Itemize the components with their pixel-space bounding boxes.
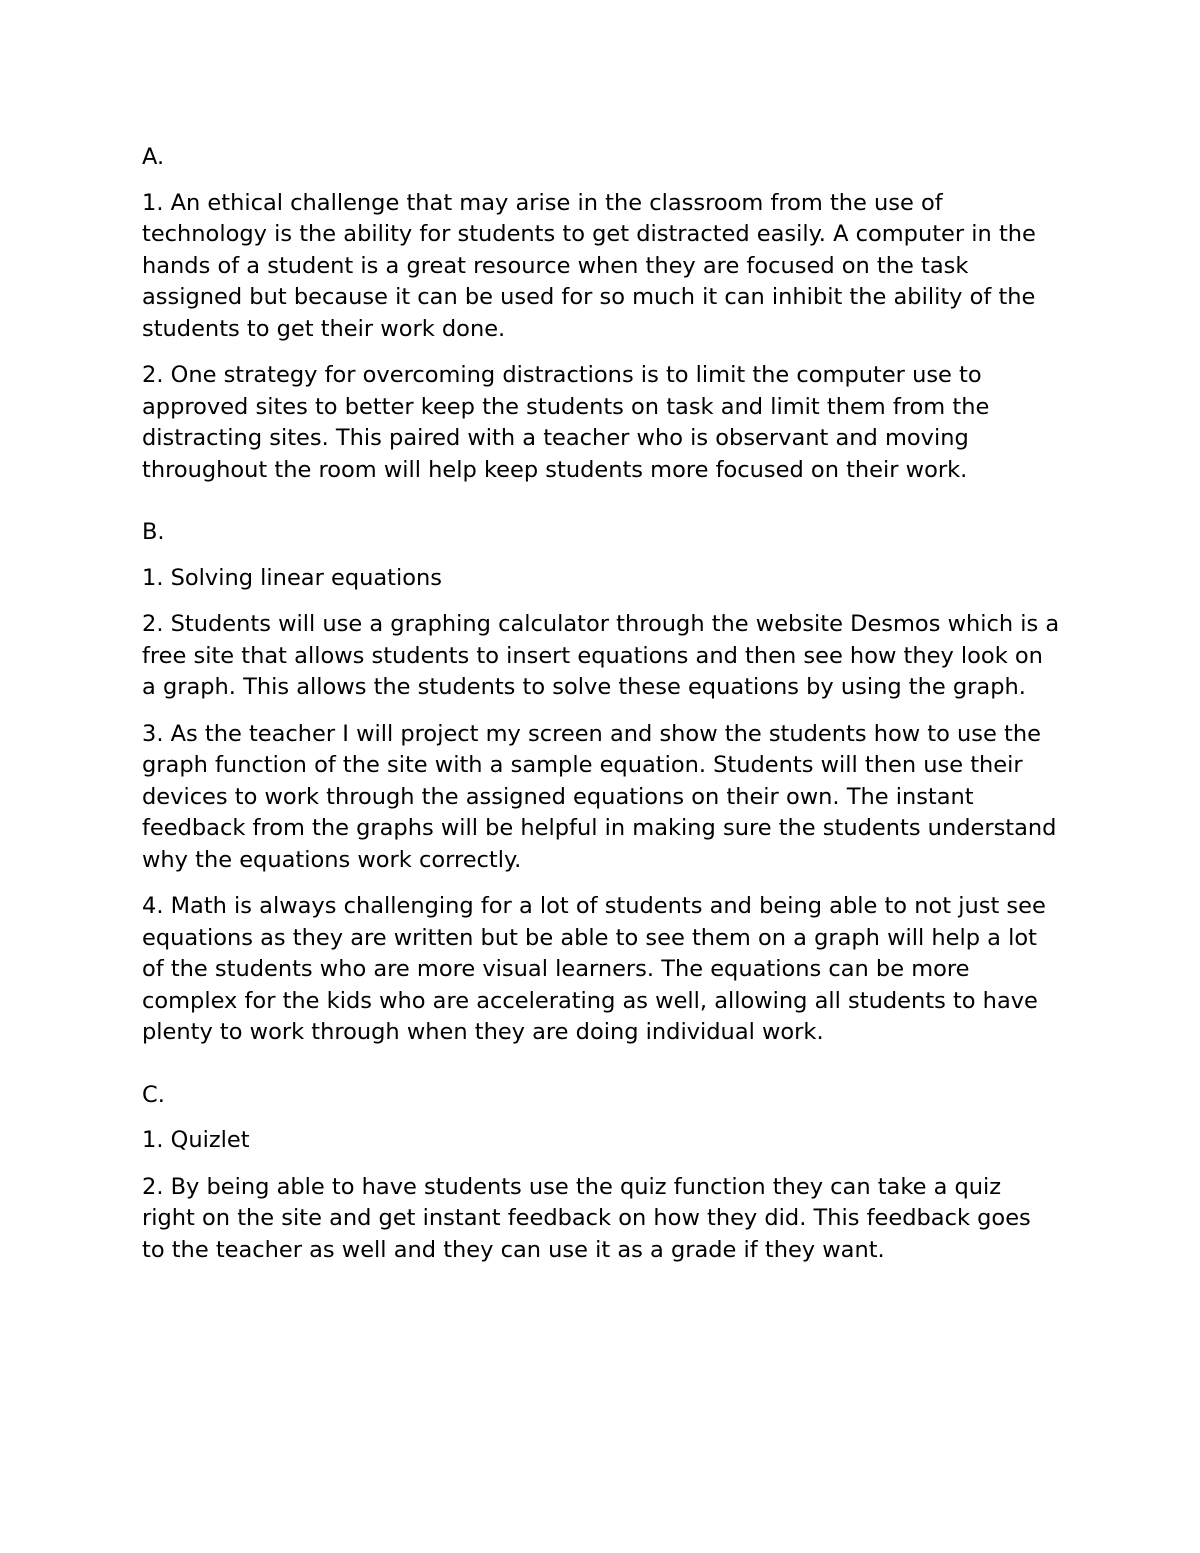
section-c: [142, 1080, 1060, 1267]
section-a: [142, 142, 1060, 486]
section-heading: C.: [142, 1081, 165, 1108]
paragraph: 1. Quizlet: [142, 1127, 250, 1153]
paragraph: 2. Students will use a graphing calculator through the website Desmos which is a free site that allows students to insert equations and then see how they look on a graph. This allows the students to solve these equations by using the graph.: [142, 611, 1060, 700]
section-heading: B.: [142, 519, 165, 545]
paragraph: 2. One strategy for overcoming distractions is to limit the computer use to approved sites to better keep the students on task and limit them from the distracting sites. This paired with a teacher who is observant and moving throughout the room will help keep students more focused on their work.: [142, 362, 990, 483]
paragraph: 1. Solving linear equations: [142, 564, 442, 591]
section-b: [142, 517, 1060, 1049]
paragraph: 4. Math is always challenging for a lot of students and being able to not just see equations as they are written but be able to see them on a graph will help a lot of the students who are more visual learners. The equations can be more complex for the kids who are accelerating as well, allowing all students to have plenty to work through when they are doing individual work.: [142, 893, 1046, 1045]
paragraph: 3. As the teacher I will project my screen and show the students how to use the graph function of the site with a sample equation. Students will then use their devices to work through the assigned equations on their own. The instant feedback from the graphs will be helpful in making sure the students understand why the equations work correctly.: [142, 720, 1057, 873]
section-heading: A.: [142, 144, 165, 170]
paragraph: 2. By being able to have students use the quiz function they can take a quiz right on the site and get instant feedback on how they did. This feedback goes to the teacher as well and they can use it as a grade if they want.: [142, 1173, 1031, 1263]
paragraph: 1. An ethical challenge that may arise in the classroom from the use of technology is the ability for students to get distracted easily. A computer in the hands of a student is a great resource when they are focused on the task assigned but because it can be used for so much it can inhibit the ability of the students to get their work done.: [142, 189, 1036, 342]
